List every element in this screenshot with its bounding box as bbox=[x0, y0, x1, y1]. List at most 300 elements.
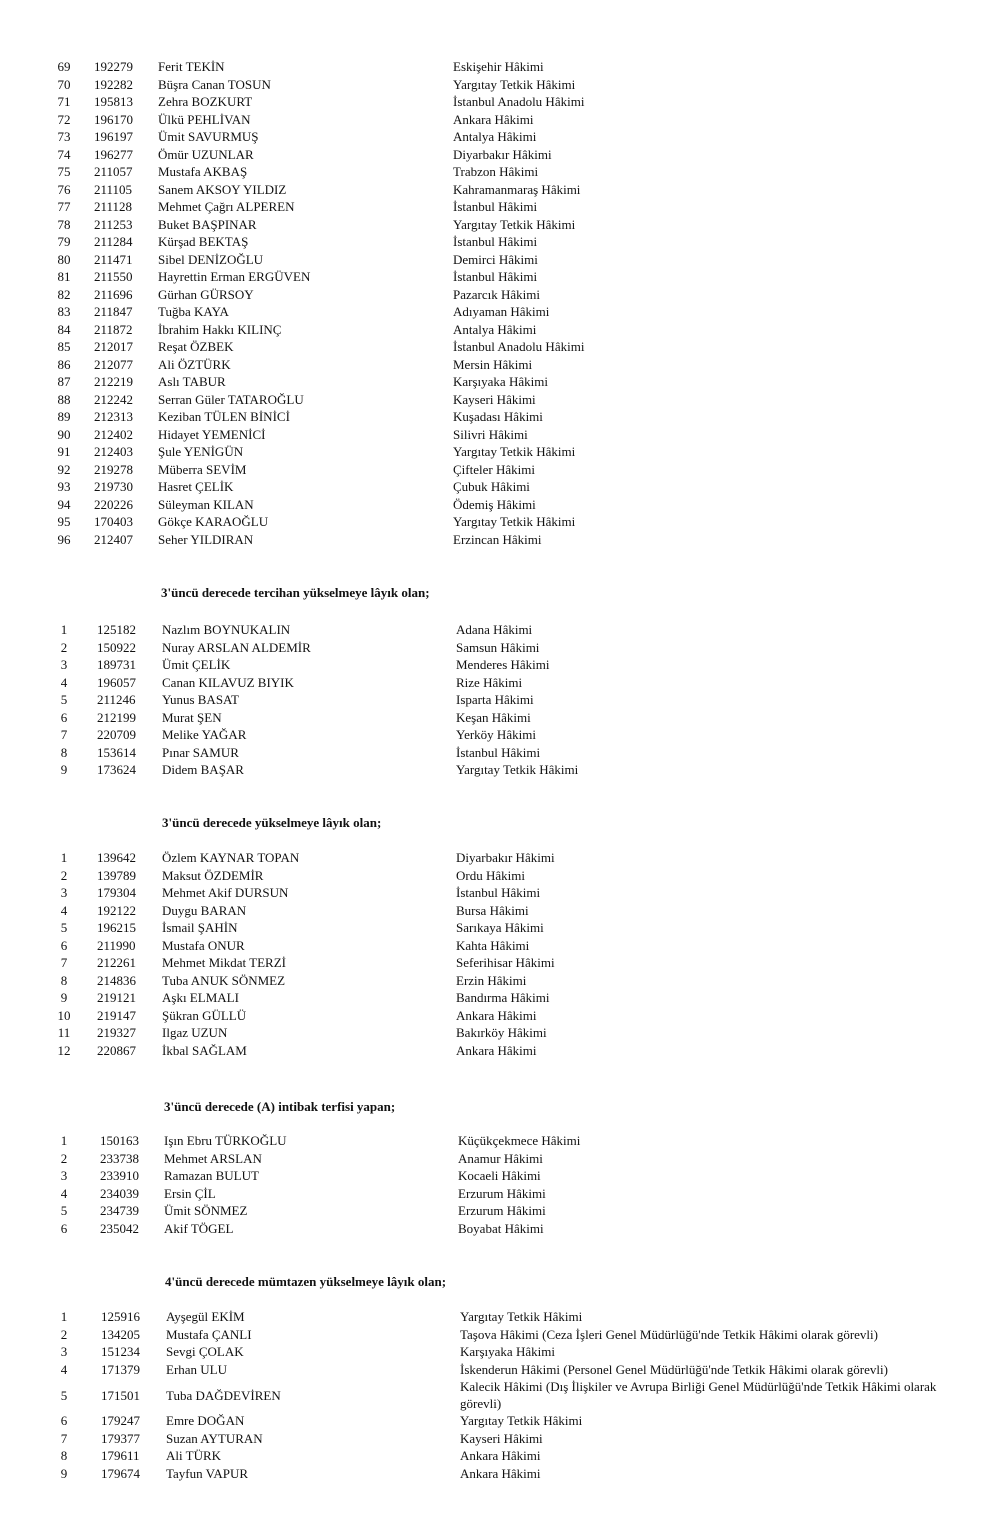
registry-number: 212242 bbox=[94, 391, 133, 407]
registry-number: 196197 bbox=[94, 129, 133, 144]
table-row bbox=[0, 744, 1000, 762]
person-name: Sevgi ÇOLAK bbox=[166, 1344, 244, 1359]
registry-number: 234739 bbox=[100, 1203, 139, 1218]
table-row bbox=[0, 461, 1000, 479]
row-number: 94 bbox=[57, 496, 71, 512]
position-title: İstanbul Hâkimi bbox=[453, 199, 538, 214]
table-row bbox=[0, 1024, 1000, 1042]
person-name: Mehmet ARSLAN bbox=[164, 1150, 262, 1166]
position-title: Antalya Hâkimi bbox=[453, 129, 537, 144]
table-row bbox=[0, 1326, 1000, 1344]
section-heading-tercihan: 3'üncü derecede tercihan yükselmeye lâyık olan; bbox=[161, 585, 430, 600]
person-name: Didem BAŞAR bbox=[162, 762, 244, 777]
person-name: Şule YENİGÜN bbox=[158, 444, 244, 459]
position-title: Rize Hâkimi bbox=[456, 674, 523, 690]
person-name: Müberra SEVİM bbox=[158, 461, 247, 477]
registry-number: 171379 bbox=[101, 1361, 140, 1377]
registry-number: 192282 bbox=[94, 76, 133, 92]
person-name: Ali ÖZTÜRK bbox=[158, 356, 231, 372]
position-title: Yargıtay Tetkik Hâkimi bbox=[460, 1309, 583, 1324]
person-name: Ayşegül EKİM bbox=[166, 1309, 245, 1324]
person-name: Mehmet Akif DURSUN bbox=[162, 885, 289, 900]
registry-number: 211253 bbox=[94, 216, 133, 232]
table-row bbox=[0, 443, 1000, 461]
position-title: Kahramanmaraş Hâkimi bbox=[453, 181, 581, 197]
registry-number: 196277 bbox=[94, 146, 133, 162]
table-row bbox=[0, 621, 1000, 639]
position-title: Yargıtay Tetkik Hâkimi bbox=[453, 216, 576, 232]
row-number: 71 bbox=[57, 94, 71, 109]
person-name: Nazlım BOYNUKALIN bbox=[162, 622, 291, 637]
position-title: Yargıtay Tetkik Hâkimi bbox=[453, 76, 576, 92]
table-row bbox=[0, 426, 1000, 444]
person-name: Kürşad BEKTAŞ bbox=[158, 234, 249, 249]
row-number: 9 bbox=[60, 990, 68, 1005]
row-number: 70 bbox=[57, 76, 71, 92]
person-name: Nuray ARSLAN ALDEMİR bbox=[162, 639, 311, 655]
position-title: Kayseri Hâkimi bbox=[453, 391, 536, 407]
row-number: 4 bbox=[60, 1185, 68, 1201]
position-title: Bakırköy Hâkimi bbox=[456, 1025, 547, 1040]
registry-number: 139789 bbox=[97, 867, 136, 883]
row-number: 2 bbox=[60, 639, 68, 655]
row-number: 74 bbox=[57, 146, 71, 162]
row-number: 8 bbox=[60, 744, 68, 760]
table-row bbox=[0, 1007, 1000, 1025]
position-title: İstanbul Anadolu Hâkimi bbox=[453, 94, 585, 109]
registry-number: 219278 bbox=[94, 461, 133, 477]
position-title: İstanbul Hâkimi bbox=[453, 269, 538, 284]
table-row bbox=[0, 163, 1000, 181]
registry-number: 179611 bbox=[101, 1448, 140, 1463]
registry-number: 192122 bbox=[97, 902, 136, 918]
table-row bbox=[0, 761, 1000, 779]
person-name: Ömür UZUNLAR bbox=[158, 146, 254, 162]
person-name: Reşat ÖZBEK bbox=[158, 339, 234, 354]
row-number: 1 bbox=[60, 850, 68, 865]
row-number: 81 bbox=[57, 269, 71, 284]
registry-number: 211696 bbox=[94, 286, 133, 302]
registry-number: 220867 bbox=[97, 1042, 136, 1058]
row-number: 6 bbox=[60, 1220, 68, 1236]
table-row bbox=[0, 674, 1000, 692]
row-number: 8 bbox=[60, 972, 68, 988]
position-title: Ankara Hâkimi bbox=[453, 111, 534, 127]
row-number: 2 bbox=[60, 1326, 68, 1342]
person-name: Özlem KAYNAR TOPAN bbox=[162, 850, 300, 865]
row-number: 8 bbox=[60, 1448, 68, 1463]
row-number: 10 bbox=[57, 1007, 71, 1023]
row-number: 9 bbox=[60, 762, 68, 777]
registry-number: 179247 bbox=[101, 1413, 140, 1428]
table-row bbox=[0, 1412, 1000, 1430]
row-number: 95 bbox=[57, 514, 71, 529]
position-title: Yargıtay Tetkik Hâkimi bbox=[456, 762, 579, 777]
row-number: 6 bbox=[60, 1413, 68, 1428]
row-number: 79 bbox=[57, 234, 71, 249]
person-name: İbrahim Hakkı KILINÇ bbox=[158, 321, 282, 337]
table-row bbox=[0, 321, 1000, 339]
table-row bbox=[0, 1132, 1000, 1150]
table-row bbox=[0, 216, 1000, 234]
table-row bbox=[0, 902, 1000, 920]
table-row bbox=[0, 268, 1000, 286]
person-name: Ülkü PEHLİVAN bbox=[158, 111, 251, 127]
table-row bbox=[0, 513, 1000, 531]
row-number: 6 bbox=[60, 709, 68, 725]
position-title: Seferihisar Hâkimi bbox=[456, 955, 555, 970]
row-number: 4 bbox=[60, 674, 68, 690]
position-title: Kuşadası Hâkimi bbox=[453, 409, 543, 424]
table-row bbox=[0, 181, 1000, 199]
list-tercihan bbox=[0, 621, 1000, 779]
table-row bbox=[0, 709, 1000, 727]
person-name: Hasret ÇELİK bbox=[158, 479, 234, 494]
table-row bbox=[0, 1308, 1000, 1326]
registry-number: 211990 bbox=[97, 937, 136, 953]
registry-number: 125182 bbox=[97, 622, 136, 637]
registry-number: 179304 bbox=[97, 885, 136, 900]
registry-number: 153614 bbox=[97, 744, 136, 760]
registry-number: 139642 bbox=[97, 850, 136, 865]
registry-number: 192279 bbox=[94, 59, 133, 74]
section-heading-mumtazen: 4'üncü derecede mümtazen yükselmeye lâyık olan; bbox=[165, 1274, 447, 1289]
person-name: Keziban TÜLEN BİNİCİ bbox=[158, 409, 290, 424]
person-name: Tuba DAĞDEVİREN bbox=[166, 1388, 281, 1403]
table-row bbox=[0, 356, 1000, 374]
position-title: Taşova Hâkimi (Ceza İşleri Genel Müdürlüğü'nde Tetkik Hâkimi olarak görevli) bbox=[460, 1326, 878, 1342]
person-name: Mustafa AKBAŞ bbox=[158, 164, 248, 179]
table-row bbox=[0, 478, 1000, 496]
registry-number: 196215 bbox=[97, 920, 136, 935]
table-row bbox=[0, 1378, 1000, 1412]
position-title: Keşan Hâkimi bbox=[456, 709, 531, 725]
person-name: Seher YILDIRAN bbox=[158, 531, 254, 547]
position-title: Boyabat Hâkimi bbox=[458, 1220, 544, 1236]
person-name: Serran Güler TATAROĞLU bbox=[158, 391, 304, 407]
person-name: Erhan ULU bbox=[166, 1361, 228, 1377]
row-number: 85 bbox=[57, 339, 71, 354]
section-heading-intibak: 3'üncü derecede (A) intibak terfisi yapan; bbox=[164, 1099, 396, 1114]
row-number: 9 bbox=[60, 1465, 68, 1481]
list-top bbox=[0, 58, 1000, 548]
table-row bbox=[0, 639, 1000, 657]
row-number: 5 bbox=[60, 1388, 68, 1403]
row-number: 73 bbox=[57, 129, 71, 144]
registry-number: 211872 bbox=[94, 321, 133, 337]
table-row bbox=[0, 1185, 1000, 1203]
row-number: 96 bbox=[57, 531, 71, 547]
table-row bbox=[0, 198, 1000, 216]
person-name: Mustafa ONUR bbox=[162, 937, 245, 953]
registry-number: 220226 bbox=[94, 496, 133, 512]
person-name: Mustafa ÇANLI bbox=[166, 1326, 252, 1342]
table-row bbox=[0, 989, 1000, 1007]
person-name: Pınar SAMUR bbox=[162, 744, 239, 760]
row-number: 86 bbox=[57, 356, 71, 372]
registry-number: 211284 bbox=[94, 234, 133, 249]
table-row bbox=[0, 867, 1000, 885]
position-title: İstanbul Hâkimi bbox=[456, 885, 541, 900]
table-row bbox=[0, 919, 1000, 937]
table-row bbox=[0, 496, 1000, 514]
row-number: 2 bbox=[60, 1150, 68, 1166]
position-title: Erzurum Hâkimi bbox=[458, 1185, 546, 1201]
registry-number: 189731 bbox=[97, 657, 136, 672]
registry-number: 211550 bbox=[94, 269, 133, 284]
registry-number: 125916 bbox=[101, 1309, 140, 1324]
registry-number: 195813 bbox=[94, 94, 133, 109]
position-title: Adana Hâkimi bbox=[456, 622, 533, 637]
row-number: 5 bbox=[60, 1203, 68, 1218]
person-name: Mehmet Çağrı ALPEREN bbox=[158, 199, 295, 214]
registry-number: 235042 bbox=[100, 1220, 139, 1236]
position-title: Anamur Hâkimi bbox=[458, 1150, 543, 1166]
registry-number: 212407 bbox=[94, 531, 133, 547]
registry-number: 233738 bbox=[100, 1150, 139, 1166]
table-row bbox=[0, 972, 1000, 990]
row-number: 80 bbox=[57, 251, 71, 267]
table-row bbox=[0, 373, 1000, 391]
registry-number: 212077 bbox=[94, 356, 133, 372]
row-number: 91 bbox=[57, 444, 71, 459]
table-row bbox=[0, 531, 1000, 549]
table-row bbox=[0, 146, 1000, 164]
registry-number: 219147 bbox=[97, 1007, 136, 1023]
position-title: Trabzon Hâkimi bbox=[453, 164, 539, 179]
person-name: Sibel DENİZOĞLU bbox=[158, 251, 264, 267]
row-number: 90 bbox=[57, 426, 71, 442]
position-title: Ankara Hâkimi bbox=[456, 1007, 537, 1023]
row-number: 7 bbox=[60, 955, 68, 970]
person-name: Tayfun VAPUR bbox=[166, 1465, 249, 1481]
row-number: 3 bbox=[60, 885, 68, 900]
position-title: İstanbul Anadolu Hâkimi bbox=[453, 339, 585, 354]
position-title: Diyarbakır Hâkimi bbox=[456, 850, 555, 865]
registry-number: 212403 bbox=[94, 444, 133, 459]
position-title: Karşıyaka Hâkimi bbox=[453, 374, 548, 389]
registry-number: 151234 bbox=[101, 1344, 140, 1359]
position-title: Kayseri Hâkimi bbox=[460, 1430, 543, 1446]
table-row bbox=[0, 1167, 1000, 1185]
row-number: 1 bbox=[60, 1309, 68, 1324]
registry-number: 211471 bbox=[94, 251, 133, 267]
registry-number: 212313 bbox=[94, 409, 133, 424]
person-name: Aşkı ELMALI bbox=[162, 990, 239, 1005]
row-number: 1 bbox=[60, 622, 68, 637]
table-row bbox=[0, 286, 1000, 304]
position-title: İstanbul Hâkimi bbox=[456, 744, 541, 760]
registry-number: 220709 bbox=[97, 727, 136, 742]
table-row bbox=[0, 1465, 1000, 1483]
row-number: 3 bbox=[60, 657, 68, 672]
table-row bbox=[0, 1150, 1000, 1168]
row-number: 5 bbox=[60, 692, 68, 707]
person-name: Süleyman KILAN bbox=[158, 496, 254, 512]
position-title: Erzin Hâkimi bbox=[456, 972, 527, 988]
row-number: 82 bbox=[57, 286, 71, 302]
person-name: Duygu BARAN bbox=[162, 902, 247, 918]
registry-number: 211105 bbox=[94, 181, 133, 197]
position-title: Isparta Hâkimi bbox=[456, 692, 534, 707]
position-title: Yargıtay Tetkik Hâkimi bbox=[453, 514, 576, 529]
position-title: Ankara Hâkimi bbox=[460, 1465, 541, 1481]
registry-number: 134205 bbox=[101, 1326, 140, 1342]
table-row bbox=[0, 408, 1000, 426]
person-name: Büşra Canan TOSUN bbox=[158, 76, 271, 92]
person-name: Hayrettin Erman ERGÜVEN bbox=[158, 269, 311, 284]
position-title: Kalecik Hâkimi (Dış İlişkiler ve Avrupa Birliği Genel Müdürlüğü'nde Tetkik Hâkimi olarak görevli) bbox=[460, 1379, 937, 1411]
registry-number: 170403 bbox=[94, 514, 133, 529]
position-title: Kahta Hâkimi bbox=[456, 937, 530, 953]
registry-number: 219121 bbox=[97, 990, 136, 1005]
person-name: Tuba ANUK SÖNMEZ bbox=[162, 972, 286, 988]
table-row bbox=[0, 1430, 1000, 1448]
row-number: 69 bbox=[57, 59, 71, 74]
position-title: İskenderun Hâkimi (Personel Genel Müdürlüğü'nde Tetkik Hâkimi olarak görevli) bbox=[460, 1361, 888, 1377]
registry-number: 212017 bbox=[94, 339, 133, 354]
person-name: Zehra BOZKURT bbox=[158, 94, 253, 109]
table-row bbox=[0, 338, 1000, 356]
row-number: 92 bbox=[57, 461, 71, 477]
person-name: Ferit TEKİN bbox=[158, 59, 225, 74]
person-name: Şükran GÜLLÜ bbox=[162, 1007, 247, 1023]
row-number: 93 bbox=[57, 479, 71, 494]
registry-number: 150922 bbox=[97, 639, 136, 655]
position-title: Kocaeli Hâkimi bbox=[458, 1168, 541, 1183]
position-title: Bursa Hâkimi bbox=[456, 902, 529, 918]
row-number: 77 bbox=[57, 199, 71, 214]
table-row bbox=[0, 251, 1000, 269]
position-title: Yargıtay Tetkik Hâkimi bbox=[460, 1413, 583, 1428]
position-title: Eskişehir Hâkimi bbox=[453, 59, 544, 74]
table-row bbox=[0, 884, 1000, 902]
person-name: Ümit ÇELİK bbox=[162, 657, 231, 672]
row-number: 72 bbox=[57, 111, 71, 127]
table-row bbox=[0, 691, 1000, 709]
registry-number: 171501 bbox=[101, 1388, 140, 1403]
position-title: İstanbul Hâkimi bbox=[453, 234, 538, 249]
person-name: Melike YAĞAR bbox=[162, 727, 247, 742]
person-name: Ali TÜRK bbox=[166, 1448, 222, 1463]
registry-number: 179377 bbox=[101, 1430, 140, 1446]
list-yukselme bbox=[0, 849, 1000, 1059]
row-number: 83 bbox=[57, 304, 71, 319]
position-title: Ordu Hâkimi bbox=[456, 867, 525, 883]
person-name: Murat ŞEN bbox=[162, 709, 222, 725]
row-number: 7 bbox=[60, 1430, 68, 1446]
registry-number: 211246 bbox=[97, 692, 136, 707]
section-heading-yukselme: 3'üncü derecede yükselmeye lâyık olan; bbox=[162, 815, 382, 830]
table-row bbox=[0, 937, 1000, 955]
person-name: Suzan AYTURAN bbox=[166, 1430, 263, 1446]
person-name: Ilgaz UZUN bbox=[162, 1025, 228, 1040]
person-name: Gürhan GÜRSOY bbox=[158, 286, 254, 302]
row-number: 87 bbox=[57, 374, 71, 389]
row-number: 78 bbox=[57, 216, 71, 232]
registry-number: 179674 bbox=[101, 1465, 140, 1481]
row-number: 2 bbox=[60, 867, 68, 883]
table-row bbox=[0, 1343, 1000, 1361]
row-number: 11 bbox=[57, 1025, 71, 1040]
person-name: Hidayet YEMENİCİ bbox=[158, 426, 266, 442]
row-number: 12 bbox=[57, 1042, 71, 1058]
position-title: Menderes Hâkimi bbox=[456, 657, 550, 672]
position-title: Silivri Hâkimi bbox=[453, 426, 528, 442]
registry-number: 212261 bbox=[97, 955, 136, 970]
registry-number: 233910 bbox=[100, 1168, 139, 1183]
position-title: Erzincan Hâkimi bbox=[453, 531, 542, 547]
registry-number: 196170 bbox=[94, 111, 133, 127]
person-name: Canan KILAVUZ BIYIK bbox=[162, 674, 294, 690]
table-row bbox=[0, 76, 1000, 94]
row-number: 88 bbox=[57, 391, 71, 407]
registry-number: 212219 bbox=[94, 374, 133, 389]
position-title: Çifteler Hâkimi bbox=[453, 461, 535, 477]
row-number: 4 bbox=[60, 1361, 68, 1377]
person-name: Maksut ÖZDEMİR bbox=[162, 867, 264, 883]
row-number: 84 bbox=[57, 321, 71, 337]
table-row bbox=[0, 1202, 1000, 1220]
registry-number: 173624 bbox=[97, 762, 136, 777]
position-title: Karşıyaka Hâkimi bbox=[460, 1344, 555, 1359]
person-name: Gökçe KARAOĞLU bbox=[158, 514, 269, 529]
registry-number: 219327 bbox=[97, 1025, 136, 1040]
row-number: 89 bbox=[57, 409, 71, 424]
person-name: Yunus BASAT bbox=[162, 692, 239, 707]
position-title: Demirci Hâkimi bbox=[453, 251, 538, 267]
position-title: Ödemiş Hâkimi bbox=[453, 496, 536, 512]
table-row bbox=[0, 93, 1000, 111]
person-name: Ramazan BULUT bbox=[164, 1168, 259, 1183]
table-row bbox=[0, 128, 1000, 146]
row-number: 6 bbox=[60, 937, 68, 953]
registry-number: 211128 bbox=[94, 199, 133, 214]
table-row bbox=[0, 391, 1000, 409]
position-title: Sarıkaya Hâkimi bbox=[456, 920, 544, 935]
person-name: Ümit SÖNMEZ bbox=[164, 1203, 248, 1218]
position-title: Diyarbakır Hâkimi bbox=[453, 146, 552, 162]
registry-number: 214836 bbox=[97, 972, 136, 988]
table-row bbox=[0, 1361, 1000, 1379]
position-title: Küçükçekmece Hâkimi bbox=[458, 1133, 581, 1148]
person-name: Aslı TABUR bbox=[158, 374, 226, 389]
person-name: Ümit SAVURMUŞ bbox=[158, 129, 259, 144]
table-row bbox=[0, 58, 1000, 76]
row-number: 76 bbox=[57, 181, 71, 197]
person-name: Mehmet Mikdat TERZİ bbox=[162, 955, 286, 970]
position-title: Pazarcık Hâkimi bbox=[453, 286, 540, 302]
person-name: Emre DOĞAN bbox=[166, 1413, 245, 1428]
table-row bbox=[0, 1220, 1000, 1238]
position-title: Mersin Hâkimi bbox=[453, 356, 533, 372]
position-title: Antalya Hâkimi bbox=[453, 321, 537, 337]
person-name: Sanem AKSOY YILDIZ bbox=[158, 181, 287, 197]
registry-number: 212199 bbox=[97, 709, 136, 725]
list-mumtazen bbox=[0, 1308, 1000, 1482]
person-name: İkbal SAĞLAM bbox=[162, 1042, 247, 1058]
table-row bbox=[0, 849, 1000, 867]
position-title: Samsun Hâkimi bbox=[456, 639, 540, 655]
table-row bbox=[0, 233, 1000, 251]
position-title: Yerköy Hâkimi bbox=[456, 727, 536, 742]
person-name: Işın Ebru TÜRKOĞLU bbox=[164, 1133, 287, 1148]
position-title: Çubuk Hâkimi bbox=[453, 479, 530, 494]
table-row bbox=[0, 726, 1000, 744]
registry-number: 211057 bbox=[94, 164, 133, 179]
position-title: Erzurum Hâkimi bbox=[458, 1203, 546, 1218]
row-number: 1 bbox=[60, 1133, 68, 1148]
